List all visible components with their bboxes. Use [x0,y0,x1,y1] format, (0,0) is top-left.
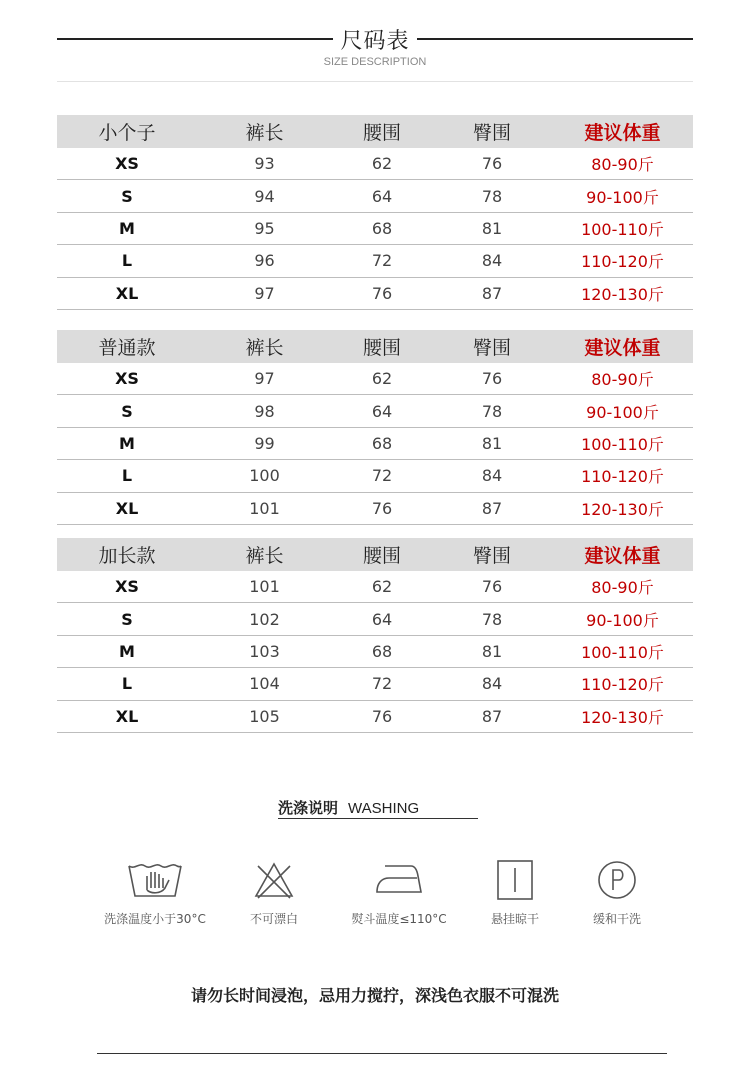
length-cell: 95 [254,218,275,238]
hip-cell: 87 [481,283,503,303]
care-label: 洗涤温度小于30°C [104,912,206,926]
table-category: 加长款 [98,545,156,567]
length-cell: 97 [254,283,275,303]
table-row [57,493,693,525]
weight-cell: 80-90斤 [591,370,654,390]
size-cell: XS [115,369,139,389]
table-header-row [57,330,693,363]
weight-cell: 80-90斤 [591,578,654,598]
length-cell: 98 [254,401,275,421]
col-weight: 建议体重 [584,545,661,567]
care-item-dry-clean [547,858,687,927]
hip-cell: 76 [481,577,503,597]
table-row [57,245,693,277]
washing-title-cn: 洗涤说明 [278,799,339,817]
table-header-row [57,115,693,148]
size-cell: M [119,641,135,661]
weight-cell: 90-100斤 [586,610,659,630]
length-cell: 94 [254,186,275,206]
weight-cell: 90-100斤 [586,187,659,207]
table-row [57,701,693,733]
size-cell: XL [115,706,139,726]
length-cell: 101 [249,577,280,597]
length-cell: 101 [249,498,280,518]
care-label: 不可漂白 [249,912,298,926]
weight-cell: 80-90斤 [591,155,654,175]
table-row [57,180,693,212]
hip-cell: 84 [481,466,503,486]
waist-cell: 68 [371,641,393,661]
table-row [57,395,693,427]
weight-cell: 120-130斤 [581,707,664,727]
care-label: 缓和干洗 [592,912,641,926]
col-weight: 建议体重 [584,337,661,359]
length-cell: 97 [254,369,275,389]
length-cell: 99 [254,433,275,453]
waist-cell: 62 [371,154,393,174]
hand-wash-icon [125,858,185,902]
length-cell: 102 [249,609,280,629]
dry-clean-icon [595,858,639,902]
size-chart-header [57,18,693,78]
header-divider [57,81,693,82]
waist-cell: 72 [371,251,393,271]
table-header-row [57,538,693,571]
footer-line [97,1053,667,1054]
weight-cell: 100-110斤 [581,434,664,454]
weight-cell: 100-110斤 [581,219,664,239]
waist-cell: 76 [371,283,393,303]
hip-cell: 81 [481,218,503,238]
size-cell: L [121,466,133,486]
col-hip: 臀围 [472,122,511,144]
size-cell: L [121,251,133,271]
waist-cell: 62 [371,577,393,597]
size-cell: XS [115,577,139,597]
size-table-long [57,538,693,733]
table-row [57,278,693,310]
washing-heading [278,797,478,819]
table-row [57,428,693,460]
size-cell: S [121,401,133,421]
weight-cell: 120-130斤 [581,284,664,304]
hip-cell: 76 [481,369,503,389]
size-cell: S [121,186,133,206]
care-label: 悬挂晾干 [490,912,539,926]
waist-cell: 68 [371,218,393,238]
hip-cell: 81 [481,641,503,661]
size-cell: L [121,674,133,694]
hip-cell: 81 [481,433,503,453]
waist-cell: 72 [371,466,393,486]
table-row [57,603,693,635]
col-hip: 臀围 [472,337,511,359]
col-length: 裤长 [245,337,284,359]
table-category: 小个子 [98,122,156,144]
care-label: 熨斗温度≤110°C [351,912,447,926]
iron-icon [371,858,427,902]
hip-cell: 78 [481,186,503,206]
size-table-petite [57,115,693,310]
no-bleach-icon [252,858,296,902]
length-cell: 93 [254,154,275,174]
hang-dry-icon [493,858,537,902]
washing-title-en: WASHING [348,800,420,817]
length-cell: 96 [254,251,275,271]
col-waist: 腰围 [362,337,401,359]
size-cell: XS [115,154,139,174]
care-note: 请勿长时间浸泡，忌用力搅拧，深浅色衣服不可混洗 [190,986,559,1005]
hip-cell: 87 [481,498,503,518]
weight-cell: 90-100斤 [586,402,659,422]
weight-cell: 120-130斤 [581,499,664,519]
size-cell: M [119,433,135,453]
waist-cell: 64 [371,401,393,421]
col-hip: 臀围 [472,545,511,567]
col-waist: 腰围 [362,122,401,144]
hip-cell: 76 [481,154,503,174]
length-cell: 100 [249,466,280,486]
table-row [57,148,693,180]
table-row [57,363,693,395]
size-cell: S [121,609,133,629]
table-category: 普通款 [98,337,156,359]
length-cell: 103 [249,641,280,661]
hip-cell: 87 [481,706,503,726]
size-cell: M [119,218,135,238]
waist-cell: 72 [371,674,393,694]
page-title: 尺码表 [340,29,410,54]
waist-cell: 64 [371,609,393,629]
hip-cell: 84 [481,251,503,271]
col-length: 裤长 [245,545,284,567]
hip-cell: 78 [481,609,503,629]
table-row [57,571,693,603]
waist-cell: 76 [371,498,393,518]
table-row [57,636,693,668]
waist-cell: 68 [371,433,393,453]
table-row [57,460,693,492]
weight-cell: 110-120斤 [581,252,664,272]
waist-cell: 76 [371,706,393,726]
col-length: 裤长 [245,122,284,144]
weight-cell: 100-110斤 [581,642,664,662]
weight-cell: 110-120斤 [581,675,664,695]
size-cell: XL [115,498,139,518]
length-cell: 105 [249,706,280,726]
care-item-no-bleach [204,858,344,927]
col-weight: 建议体重 [584,122,661,144]
washing-underline [278,818,478,819]
waist-cell: 64 [371,186,393,206]
hip-cell: 78 [481,401,503,421]
table-row [57,668,693,700]
length-cell: 104 [249,674,280,694]
waist-cell: 62 [371,369,393,389]
table-row [57,213,693,245]
hip-cell: 84 [481,674,503,694]
size-cell: XL [115,283,139,303]
weight-cell: 110-120斤 [581,467,664,487]
page-subtitle: SIZE DESCRIPTION [323,56,427,68]
col-waist: 腰围 [362,545,401,567]
size-table-regular [57,330,693,525]
